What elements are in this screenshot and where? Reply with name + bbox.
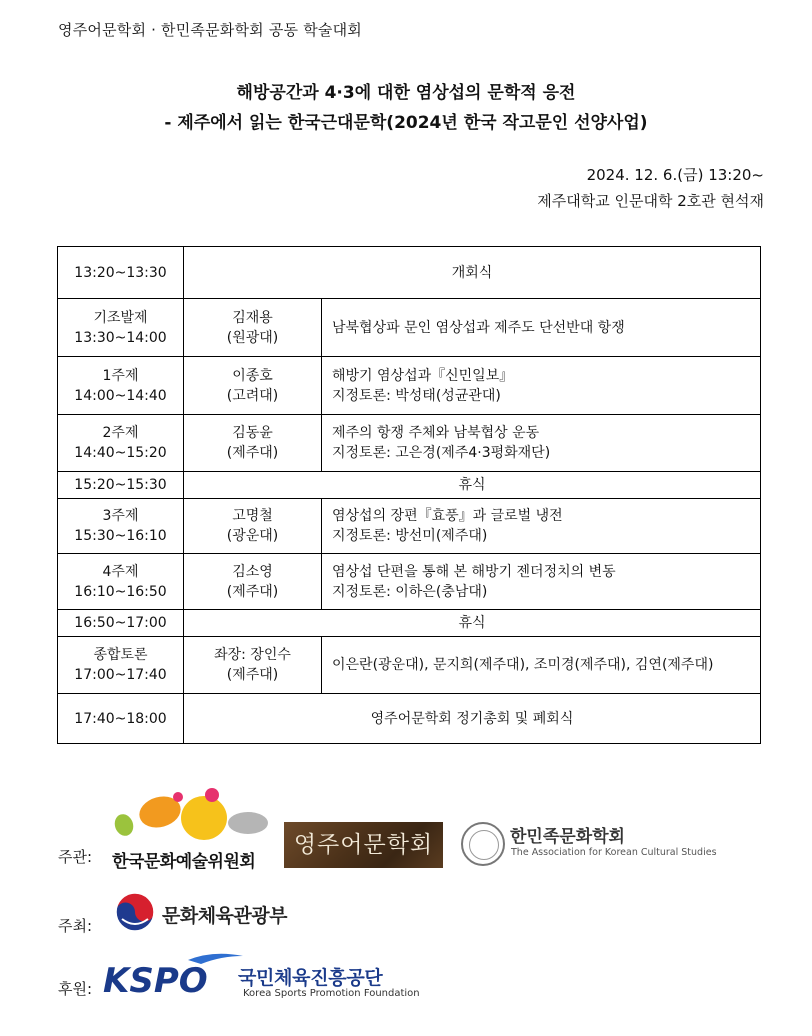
host-label: 주관: xyxy=(58,848,93,866)
session-cell xyxy=(58,499,184,554)
speaker-cell xyxy=(184,357,322,415)
discussant: 지정토론: 방선미(제주대) xyxy=(332,528,488,544)
page-title: 해방공간과 4·3에 대한 염상섭의 문학적 응전 xyxy=(236,83,576,103)
page-subtitle: - 제주에서 읽는 한국근대문학(2024년 한국 작고문인 선양사업) xyxy=(164,113,648,133)
speaker-cell xyxy=(184,499,322,554)
table-row xyxy=(58,694,761,744)
event-cell: 휴식 xyxy=(184,610,761,637)
session-time: 17:00~17:40 xyxy=(74,667,167,683)
table-row xyxy=(58,554,761,610)
chair-affiliation: (제주대) xyxy=(226,667,279,683)
kspo-wordmark: KSPO xyxy=(103,961,208,1000)
table-row xyxy=(58,637,761,694)
taegeuk-emblem-icon xyxy=(114,891,156,933)
session-time: 14:40~15:20 xyxy=(74,445,167,461)
topic-cell xyxy=(322,499,761,554)
event-venue: 제주대학교 인문대학 2호관 현석재 xyxy=(537,192,764,210)
event-cell: 휴식 xyxy=(184,472,761,499)
table-row xyxy=(58,357,761,415)
speaker-affiliation: (제주대) xyxy=(226,583,279,600)
time-cell: 15:20~15:30 xyxy=(58,472,184,499)
event-date: 2024. 12. 6.(금) 13:20~ xyxy=(586,166,764,184)
topic-title: 남북협상파 문인 염상섭과 제주도 단선반대 항쟁 xyxy=(332,319,625,336)
header-note: 영주어문학회 · 한민족문화학회 공동 학술대회 xyxy=(58,21,362,39)
session-cell xyxy=(58,299,184,357)
session-label: 종합토론 xyxy=(93,647,148,663)
session-time: 13:30~14:00 xyxy=(74,329,167,346)
panel-list: 이은란(광운대), 문지희(제주대), 조미경(제주대), 김연(제주대) xyxy=(332,657,714,673)
topic-title: 제주의 항쟁 주체와 남북협상 운동 xyxy=(332,425,540,441)
topic-title: 해방기 염상섭과『신민일보』 xyxy=(332,367,514,384)
session-cell xyxy=(58,357,184,415)
kspo-name: 국민체육진흥공단 xyxy=(238,967,383,989)
topic-title: 염상섭의 장편『효풍』과 글로벌 냉전 xyxy=(332,508,563,524)
discussant: 지정토론: 이하은(충남대) xyxy=(332,583,488,600)
speaker-name: 김재용 xyxy=(232,309,273,326)
time-cell: 13:20~13:30 xyxy=(58,247,184,299)
discussant: 지정토론: 박성태(성균관대) xyxy=(332,387,501,404)
table-row xyxy=(58,299,761,357)
topic-cell xyxy=(322,299,761,357)
time-cell: 17:40~18:00 xyxy=(58,694,184,744)
session-cell xyxy=(58,415,184,472)
session-cell xyxy=(58,554,184,610)
session-time: 14:00~14:40 xyxy=(74,387,167,404)
akcs-seal-icon xyxy=(461,822,505,866)
event-cell: 영주어문학회 정기총회 및 폐회식 xyxy=(184,694,761,744)
speaker-cell xyxy=(184,554,322,610)
chair-cell xyxy=(184,637,322,694)
table-row xyxy=(58,247,761,299)
speaker-affiliation: (광운대) xyxy=(226,528,279,544)
arko-name: 한국문화예술위원회 xyxy=(112,852,256,872)
akcs-name: 한민족문화학회 xyxy=(510,827,625,847)
speaker-affiliation: (원광대) xyxy=(226,329,279,346)
session-cell xyxy=(58,637,184,694)
kspo-logo-icon xyxy=(103,950,253,1000)
mcst-name: 문화체육관광부 xyxy=(162,905,287,927)
table-row xyxy=(58,472,761,499)
speaker-cell xyxy=(184,415,322,472)
organizer-label: 주최: xyxy=(58,917,93,935)
table-row xyxy=(58,415,761,472)
chair-name: 좌장: 장인수 xyxy=(214,647,291,663)
speaker-name: 김동윤 xyxy=(232,425,273,441)
speaker-name: 이종호 xyxy=(232,367,273,384)
time-cell: 16:50~17:00 xyxy=(58,610,184,637)
session-label: 4주제 xyxy=(102,563,139,580)
akcs-english-name: The Association for Korean Cultural Studies xyxy=(511,847,717,858)
support-label: 후원: xyxy=(58,980,93,998)
kspo-english-name: Korea Sports Promotion Foundation xyxy=(243,988,420,999)
session-label: 기조발제 xyxy=(93,309,148,326)
table-row xyxy=(58,499,761,554)
topic-cell xyxy=(322,415,761,472)
topic-cell xyxy=(322,554,761,610)
session-time: 15:30~16:10 xyxy=(74,528,167,544)
session-time: 16:10~16:50 xyxy=(74,583,167,600)
topic-cell xyxy=(322,357,761,415)
speaker-name: 고명철 xyxy=(232,508,273,524)
session-label: 2주제 xyxy=(102,425,139,441)
program-table xyxy=(57,246,761,744)
speaker-cell xyxy=(184,299,322,357)
speaker-affiliation: (제주대) xyxy=(226,445,279,461)
event-cell: 개회식 xyxy=(184,247,761,299)
table-row xyxy=(58,610,761,637)
speaker-affiliation: (고려대) xyxy=(226,387,279,404)
discussant: 지정토론: 고은경(제주4·3평화재단) xyxy=(332,445,551,461)
panel-cell xyxy=(322,637,761,694)
session-label: 1주제 xyxy=(102,367,139,384)
session-label: 3주제 xyxy=(102,508,139,524)
topic-title: 염상섭 단편을 통해 본 해방기 젠더정치의 변동 xyxy=(332,563,616,580)
speaker-name: 김소영 xyxy=(232,563,273,580)
yjeo-logo: 영주어문학회 xyxy=(284,822,443,868)
